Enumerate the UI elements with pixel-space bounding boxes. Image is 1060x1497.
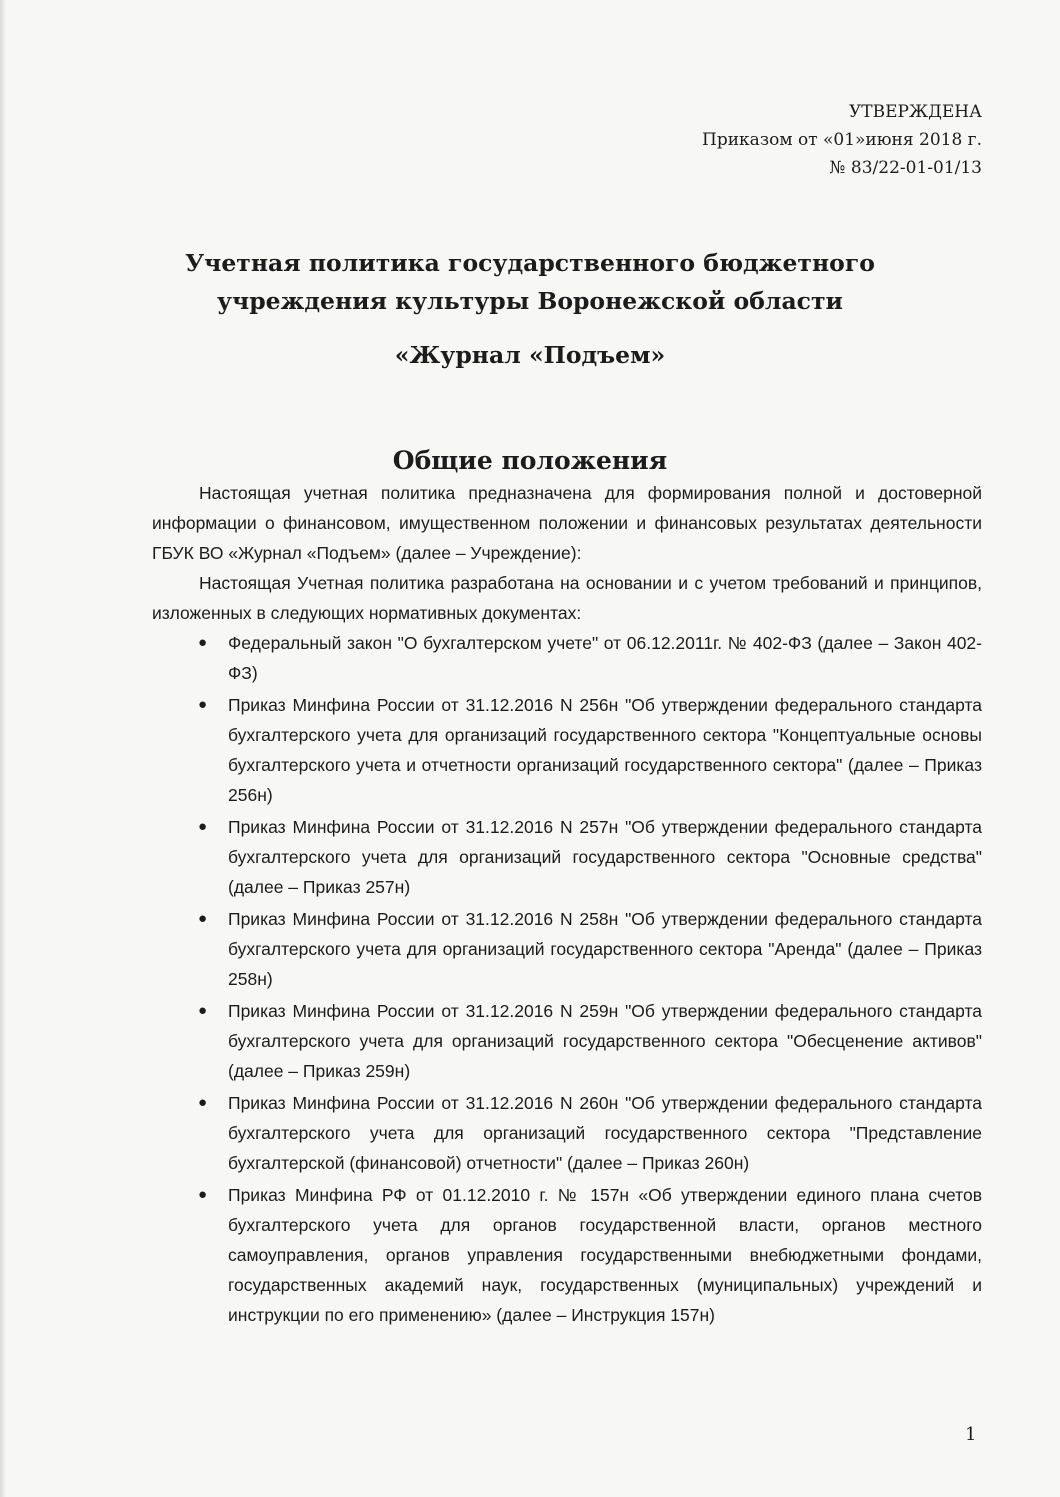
- page-number: 1: [965, 1424, 977, 1445]
- list-item: [198, 1088, 982, 1178]
- list-item-text: Приказ Минфина РФ от 01.12.2010 г. № 157н «Об утверждении единого плана счетов бухгалтерского учета для органов государственной власти, органов местного самоуправления, органов управления государственными внебюджетными фондами, государственных академий наук, государственных (муниципальных) учреждений и инструкции по его применению» (далее – Инструкция 157н): [228, 1185, 982, 1325]
- document-subtitle: «Журнал «Подъем»: [394, 341, 666, 369]
- approval-status: УТВЕРЖДЕНА: [849, 102, 982, 122]
- bullet-icon: ●: [198, 910, 208, 927]
- list-item: [198, 628, 982, 688]
- bullet-icon: ●: [198, 1186, 208, 1203]
- bullet-icon: ●: [198, 634, 208, 651]
- list-item: [198, 812, 982, 902]
- bullet-icon: ●: [198, 696, 208, 713]
- approval-stamp: [562, 98, 982, 182]
- approval-order-number: № 83/22-01-01/13: [829, 158, 982, 178]
- bullet-icon: ●: [198, 1094, 208, 1111]
- list-item: [198, 690, 982, 810]
- list-item: [198, 996, 982, 1086]
- list-item: [198, 1180, 982, 1330]
- basis-paragraph: Настоящая Учетная политика разработана на основании и с учетом требований и принципов, изложенных в следующих нормативных документах:: [152, 573, 982, 623]
- document-title-line-1: Учетная политика государственного бюджетного: [185, 249, 875, 277]
- document-title: [120, 244, 940, 320]
- list-item-text: Федеральный закон "О бухгалтерском учете" от 06.12.2011г. № 402-ФЗ (далее – Закон 402-ФЗ): [228, 633, 982, 683]
- approval-order-date: Приказом от «01»июня 2018 г.: [702, 130, 982, 150]
- intro-paragraph: Настоящая учетная политика предназначена для формирования полной и достоверной информации о финансовом, имущественном положении и финансовых результатах деятельности ГБУК ВО «Журнал «Подъем» (далее – Учреждение):: [152, 483, 982, 563]
- normative-documents-list: [152, 628, 982, 1330]
- list-item-text: Приказ Минфина России от 31.12.2016 N 259н "Об утверждении федерального стандарта бухгалтерского учета для организаций государственного сектора "Обесценение активов" (далее – Приказ 259н): [228, 1001, 982, 1081]
- list-item-text: Приказ Минфина России от 31.12.2016 N 257н "Об утверждении федерального стандарта бухгалтерского учета для организаций государственного сектора "Основные средства" (далее – Приказ 257н): [228, 817, 982, 897]
- list-item-text: Приказ Минфина России от 31.12.2016 N 260н "Об утверждении федерального стандарта бухгалтерского учета для организаций государственного сектора "Представление бухгалтерской (финансовой) отчетности" (далее – Приказ 260н): [228, 1093, 982, 1173]
- bullet-icon: ●: [198, 1002, 208, 1019]
- list-item-text: Приказ Минфина России от 31.12.2016 N 256н "Об утверждении федерального стандарта бухгалтерского учета для организаций государственного сектора "Концептуальные основы бухгалтерского учета и отчетности организаций государственного сектора" (далее – Приказ 256н): [228, 695, 982, 805]
- section-body: [152, 478, 982, 1332]
- bullet-icon: ●: [198, 818, 208, 835]
- list-item-text: Приказ Минфина России от 31.12.2016 N 258н "Об утверждении федерального стандарта бухгалтерского учета для организаций государственного сектора "Аренда" (далее – Приказ 258н): [228, 909, 982, 989]
- section-heading: Общие положения: [392, 446, 668, 475]
- list-item: [198, 904, 982, 994]
- document-title-line-2: учреждения культуры Воронежской области: [217, 287, 843, 315]
